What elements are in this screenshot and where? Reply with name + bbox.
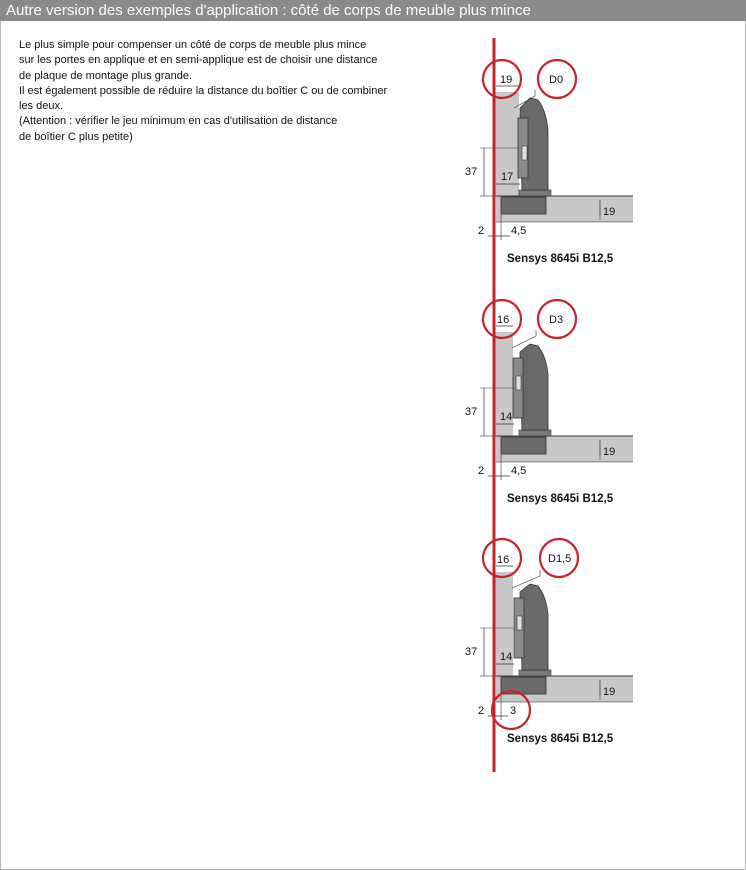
hinge-arm (520, 344, 548, 430)
hinge-example-3 (465, 554, 633, 745)
product-caption: Sensys 8645i B12,5 (507, 253, 614, 265)
intro-line: (Attention : vérifier le jeu minimum en cas d'utilisation de distance (19, 115, 338, 128)
cup-width-label: 14 (500, 651, 513, 663)
side-thickness-label: 16 (497, 554, 510, 566)
side-thickness-label: 16 (497, 314, 510, 326)
page-title: Autre version des exemples d'application : côté de corps de meuble plus mince (0, 0, 746, 21)
height-label: 37 (465, 646, 478, 658)
intro-line: de boîtier C plus petite) (19, 130, 133, 143)
plate-label: D1,5 (548, 553, 572, 565)
gap-label: 2 (478, 225, 485, 237)
hinge-example-1 (465, 74, 633, 265)
shelf-thickness-label: 19 (603, 206, 616, 218)
product-caption: Sensys 8645i B12,5 (507, 493, 614, 505)
boring-distance-label: 4,5 (511, 465, 527, 477)
height-label: 37 (465, 406, 478, 418)
intro-line: de plaque de montage plus grande. (19, 69, 193, 82)
mounting-plate (501, 197, 546, 214)
shelf-thickness-label: 19 (603, 446, 616, 458)
boring-distance-label: 3 (510, 705, 517, 717)
intro-line: Le plus simple pour compenser un côté de corps de meuble plus mince (19, 39, 367, 51)
hinge-example-2 (465, 314, 633, 505)
gap-label: 2 (478, 705, 485, 717)
intro-line: Il est également possible de réduire la distance du boîtier C ou de combiner (19, 84, 388, 97)
plate-label: D0 (549, 74, 564, 86)
intro-line: les deux. (19, 100, 64, 113)
boring-distance-label: 4,5 (511, 225, 527, 237)
intro-line: sur les portes en applique et en semi-applique est de choisir une distance (19, 54, 378, 67)
height-label: 37 (465, 166, 478, 178)
plate-label: D3 (549, 314, 564, 326)
side-thickness-label: 19 (500, 74, 513, 86)
product-caption: Sensys 8645i B12,5 (507, 733, 614, 745)
mounting-plate (501, 437, 546, 454)
shelf-thickness-label: 19 (603, 686, 616, 698)
cup-width-label: 14 (500, 411, 513, 423)
cup-width-label: 17 (501, 171, 514, 183)
gap-label: 2 (478, 465, 485, 477)
